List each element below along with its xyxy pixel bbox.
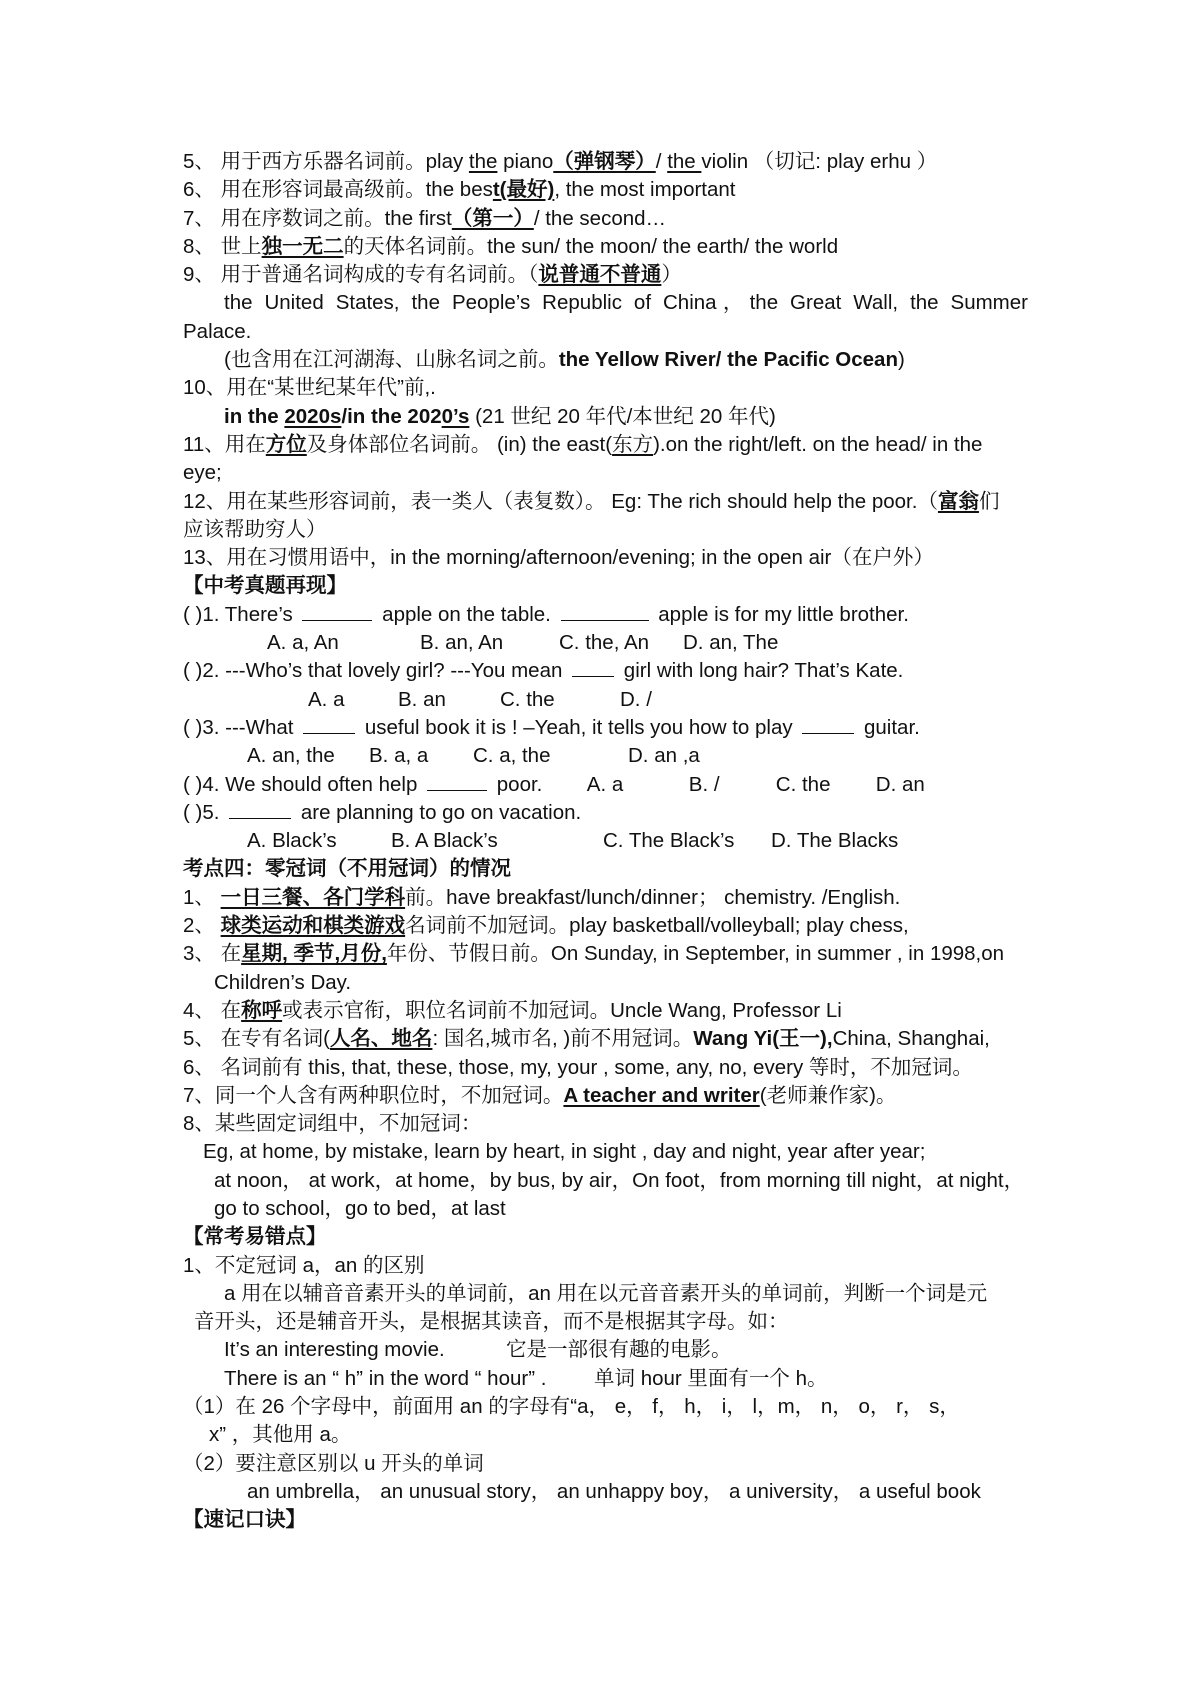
option-d[interactable]: D. The Blacks xyxy=(771,829,899,853)
rule-9: 9、 用于普通名词构成的专有名词前。（说普通不普通） xyxy=(183,263,682,287)
option-c[interactable]: C. a, the xyxy=(473,744,551,768)
answer-blank[interactable] xyxy=(427,772,487,791)
question-2: ( )2. ---Who’s that lovely girl? ---You mean girl with long hair? That’s Kate. xyxy=(183,659,904,683)
rule-6: 6、 用在形容词最高级前。the best(最好), the most important xyxy=(183,178,736,202)
question-3-options xyxy=(183,742,1028,770)
common-errors-heading: 【常考易错点】 xyxy=(183,1225,327,1249)
rule-9-example: the United States, the People’s Republic of China，the Great Wall, the Summer xyxy=(224,291,1028,315)
question-1: ( )1. There’s apple on the table. apple is for my little brother. xyxy=(183,602,909,626)
error-1-example-2: There is an “ h” in the word “ hour” . 单词 hour 里面有一个 h。 xyxy=(224,1366,828,1390)
rule-9-example-cont: Palace. xyxy=(183,319,252,343)
option-c[interactable]: C. the, An xyxy=(559,631,650,655)
answer-blank[interactable] xyxy=(561,602,649,621)
exam-heading: 【中考真题再现】 xyxy=(183,574,347,598)
zero-rule-1: 1、 一日三餐、各门学科前。have breakfast/lunch/dinner； chemistry. /English. xyxy=(183,885,901,909)
option-a[interactable]: A. Black’s xyxy=(247,829,337,853)
question-3: ( )3. ---What useful book it is ! –Yeah, it tells you how to play guitar. xyxy=(183,715,920,739)
question-5: ( )5. are planning to go on vacation. xyxy=(183,800,582,824)
option-a[interactable]: A. a, An xyxy=(267,631,339,655)
option-d[interactable]: D. an ,a xyxy=(628,744,700,768)
zero-rule-6: 6、 名词前有 this, that, these, those, my, your , some, any, no, every 等时，不加冠词。 xyxy=(183,1055,973,1079)
answer-blank[interactable] xyxy=(229,800,291,819)
option-a[interactable]: A. a xyxy=(308,687,345,711)
zero-rule-2: 2、 球类运动和棋类游戏名词前不加冠词。play basketball/volleyball; play chess, xyxy=(183,914,909,938)
zero-rule-8: 8、某些固定词组中，不加冠词： xyxy=(183,1112,482,1136)
option-b[interactable]: B. an xyxy=(398,687,446,711)
option-d[interactable]: D. an, The xyxy=(683,631,779,655)
rule-13: 13、用在习惯用语中，in the morning/afternoon/evening; in the open air（在户外） xyxy=(183,546,934,570)
error-note-1: （1）在 26 个字母中，前面用 an 的字母有“a， e， f， h， i， l，m， n， o， r， s， xyxy=(183,1395,960,1419)
document-page xyxy=(183,148,1028,1535)
rule-5: 5、 用于西方乐器名词前。play the piano（弹钢琴）/ the violin （切记: play erhu ） xyxy=(183,150,938,173)
rule-11: 11、用在方位及身体部位名词前。 (in) the east(东方).on the right/left. on the head/ in the xyxy=(183,432,983,456)
rule-11-cont: eye; xyxy=(183,461,222,485)
option-c[interactable]: C. The Black’s xyxy=(603,829,735,853)
rule-12-cont: 应该帮助穷人） xyxy=(183,517,327,541)
option-c[interactable]: C. the xyxy=(500,687,555,711)
option-c[interactable]: C. the xyxy=(775,772,831,796)
option-a[interactable]: A. a xyxy=(586,772,624,796)
mnemonic-heading: 【速记口诀】 xyxy=(183,1508,306,1532)
option-d[interactable]: D. an xyxy=(875,772,925,796)
rule-7: 7、 用在序数词之前。the first（第一）/ the second… xyxy=(183,206,667,230)
zero-article-heading: 考点四：零冠词（不用冠词）的情况 xyxy=(183,857,511,881)
zero-rule-5: 5、 在专有名词(人名、地名: 国名,城市名, )前不用冠词。Wang Yi(王一),China, Shanghai, xyxy=(183,1027,990,1051)
question-2-options xyxy=(183,686,1028,714)
rule-10: 10、用在“某世纪某年代”前,. xyxy=(183,376,436,400)
question-1-options xyxy=(183,629,1028,657)
zero-rule-3: 3、 在星期, 季节,月份,年份、节假日前。On Sunday, in September, in summer , in 1998,on xyxy=(183,942,1005,966)
rule-8: 8、 世上独一无二的天体名词前。the sun/ the moon/ the earth/ the world xyxy=(183,234,839,258)
zero-rule-7: 7、同一个人含有两种职位时，不加冠词。A teacher and writer(老师兼作家)。 xyxy=(183,1083,897,1107)
answer-blank[interactable] xyxy=(572,658,614,677)
zero-rule-3-cont: Children’s Day. xyxy=(214,970,352,994)
zero-rule-8-example-1: Eg, at home, by mistake, learn by heart, in sight , day and night, year after year; xyxy=(203,1140,926,1164)
option-d[interactable]: D. / xyxy=(620,687,652,711)
zero-rule-8-example-3: go to school，go to bed，at last xyxy=(214,1196,506,1220)
error-note-2-examples: an umbrella， an unusual story， an unhappy boy， a university， a useful book xyxy=(247,1479,981,1503)
question-5-options xyxy=(183,827,1028,855)
error-note-2: （2）要注意区别以 u 开头的单词 xyxy=(183,1451,484,1475)
option-b[interactable]: B. a, a xyxy=(369,744,429,768)
error-1-para-2: 音开头，还是辅音开头，是根据其读音，而不是根据其字母。如： xyxy=(194,1310,789,1334)
zero-rule-8-example-2: at noon， at work，at home，by bus, by air，On foot，from morning till night，at night， xyxy=(214,1168,1025,1192)
answer-blank[interactable] xyxy=(303,715,355,734)
rule-9-note: (也含用在江河湖海、山脉名词之前。the Yellow River/ the Pacific Ocean) xyxy=(224,348,905,372)
option-b[interactable]: B. an, An xyxy=(420,631,504,655)
option-b[interactable]: B. A Black’s xyxy=(391,829,498,853)
option-a[interactable]: A. an, the xyxy=(247,744,335,768)
rule-10-example: in the 2020s/in the 2020’s (21 世纪 20 年代/本世纪 20 年代) xyxy=(224,404,776,428)
question-4: ( )4. We should often help poor. A. a B. / C. the D. an xyxy=(183,771,1028,799)
error-1-title: 1、不定冠词 a，an 的区别 xyxy=(183,1253,425,1277)
rule-12: 12、用在某些形容词前，表一类人（表复数）。 Eg: The rich should help the poor.（富翁们 xyxy=(183,489,1000,513)
answer-blank[interactable] xyxy=(302,602,372,621)
zero-rule-4: 4、 在称呼或表示官衔，职位名词前不加冠词。Uncle Wang, Professor Li xyxy=(183,998,842,1022)
error-1-example-1: It’s an interesting movie. 它是一部很有趣的电影。 xyxy=(224,1338,732,1362)
answer-blank[interactable] xyxy=(802,715,854,734)
option-b[interactable]: B. / xyxy=(688,772,720,796)
error-note-1-cont: x” ，其他用 a。 xyxy=(209,1423,352,1447)
error-1-para-1: a 用在以辅音音素开头的单词前，an 用在以元音音素开头的单词前，判断一个词是元 xyxy=(224,1281,988,1305)
